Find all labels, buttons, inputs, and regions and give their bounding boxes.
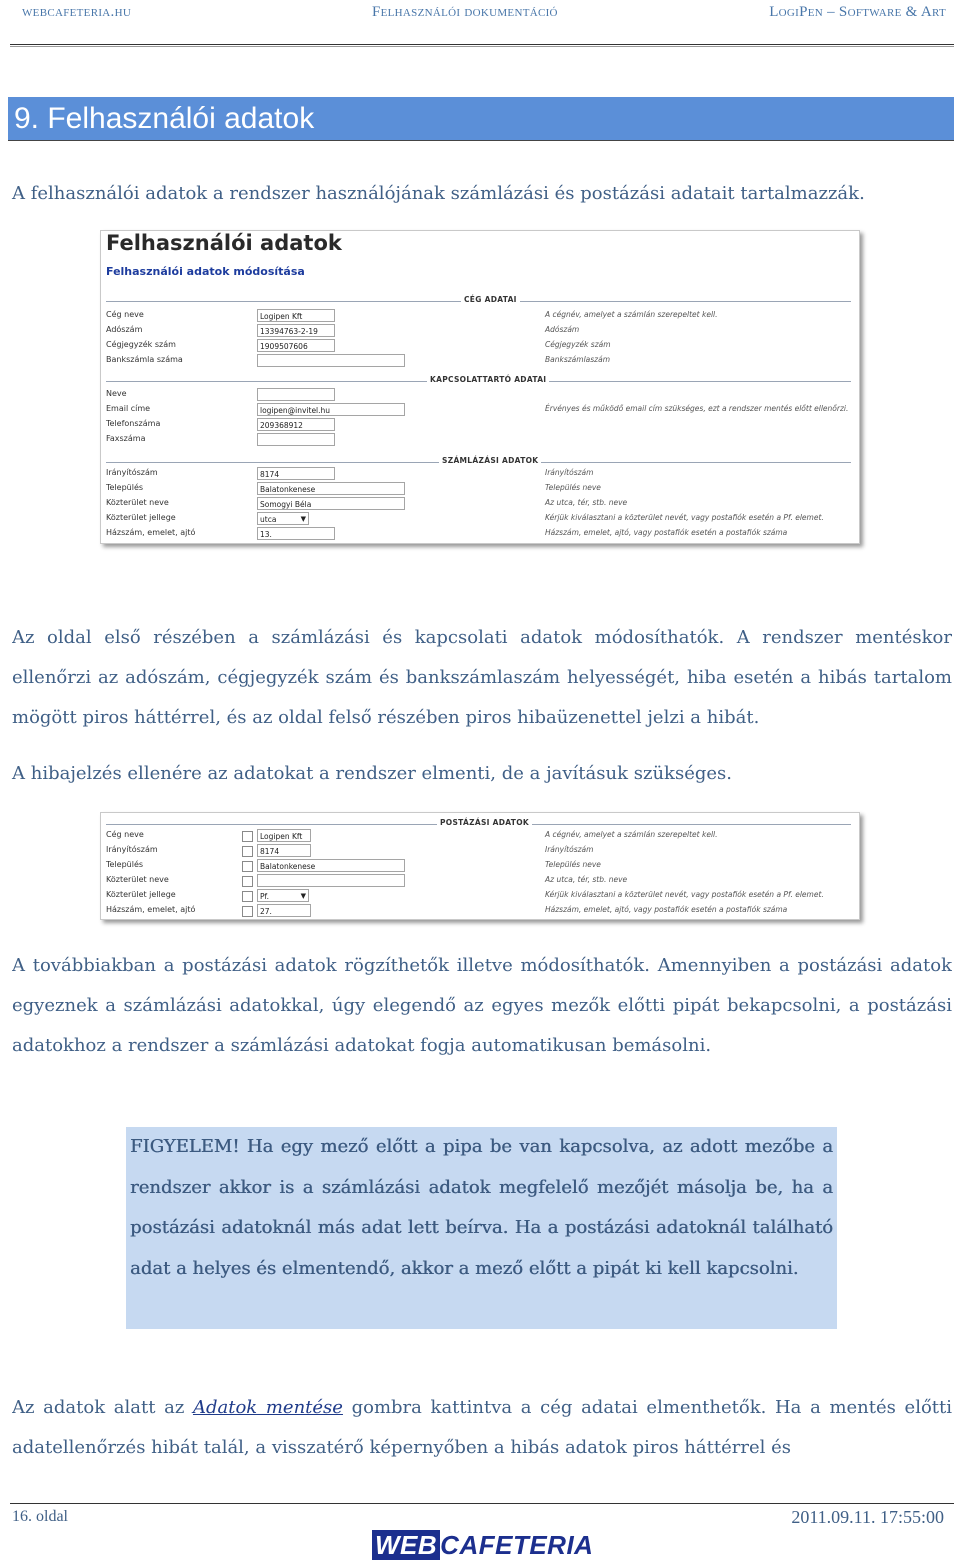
header-site: webcafeteria.hu: [22, 4, 132, 20]
field-hint: Kérjük kiválasztani a közterület nevét, vagy postafiók esetén a Pf. elemet.: [545, 890, 824, 899]
save-paragraph: [12, 1388, 952, 1470]
copy-checkbox[interactable]: [242, 846, 253, 857]
copy-checkbox[interactable]: [242, 891, 253, 902]
field-hint: Település neve: [545, 860, 601, 869]
copy-checkbox[interactable]: [242, 831, 253, 842]
copy-checkbox[interactable]: [242, 876, 253, 887]
field-input[interactable]: [257, 433, 335, 446]
field-input[interactable]: 13394763-2-19: [257, 324, 335, 337]
form-subtitle: Felhasználói adatok módosítása: [106, 265, 305, 278]
field-input[interactable]: [257, 388, 335, 401]
field-input[interactable]: [257, 354, 405, 367]
field-input[interactable]: Logipen Kft: [257, 309, 335, 322]
field-input[interactable]: logipen@invitel.hu: [257, 403, 405, 416]
header-doc-title: Felhasználói dokumentáció: [372, 4, 558, 20]
field-label: Irányítószám: [106, 845, 158, 854]
field-label: Email címe: [106, 404, 151, 413]
field-hint: Kérjük kiválasztani a közterület nevét, vagy postafiók esetén a Pf. elemet.: [545, 513, 824, 522]
section-header: SZÁMLÁZÁSI ADATOK: [439, 456, 541, 465]
save-text-before: Az adatok alatt az: [12, 1397, 193, 1418]
field-input[interactable]: Balatonkenese: [257, 482, 405, 495]
field-hint: Irányítószám: [545, 468, 594, 477]
field-label: Közterület jellege: [106, 513, 176, 522]
copy-checkbox[interactable]: [242, 861, 253, 872]
intro-paragraph: A felhasználói adatok a rendszer használójának számlázási és postázási adatait tartalmazzák.: [12, 183, 865, 204]
field-hint: Házszám, emelet, ajtó, vagy postafiók esetén a postafiók száma: [545, 905, 788, 914]
field-label: Telefonszáma: [106, 419, 161, 428]
field-label: Faxszáma: [106, 434, 146, 443]
field-label: Közterület neve: [106, 875, 169, 884]
page-header: [10, 4, 946, 26]
footer-date: 2011.09.11. 17:55:00: [791, 1507, 944, 1527]
warning-text: FIGYELEM! Ha egy mező előtt a pipa be van kapcsolva, az adott mezőbe a rendszer akkor is a számlázási adatok megfelelő mezőjét másolja be, ha a postázási adatoknál más adat lett beírva. Ha a postázási adatoknál található adat a helyes és elmentendő, akkor a mező előtt a pipát ki kell kapcsolni.: [130, 1136, 833, 1279]
webcafeteria-logo: [372, 1530, 593, 1561]
field-input[interactable]: Balatonkenese: [257, 859, 405, 872]
field-hint: A cégnév, amelyet a számlán szerepeltet kell.: [545, 310, 718, 319]
field-input[interactable]: [257, 874, 405, 887]
error-note-paragraph: A hibajelzés ellenére az adatokat a rendszer elmenti, de a javításuk szükséges.: [12, 763, 732, 784]
field-label: Házszám, emelet, ajtó: [106, 905, 196, 914]
save-text-after: gombra kattintva a cég adatai elmenthetők. Ha a mentés előtti adatellenőrzés hibát talál, a visszatérő képernyőben a hibás adatok piros háttérrel és: [12, 1397, 952, 1458]
section-header: POSTÁZÁSI ADATOK: [437, 818, 532, 827]
field-label: Adószám: [106, 325, 143, 334]
dropdown-arrow-icon: ▼: [300, 515, 306, 523]
field-input[interactable]: Pf. ▼: [257, 889, 309, 902]
field-input[interactable]: 8174: [257, 844, 311, 857]
postal-paragraph: A továbbiakban a postázási adatok rögzíthetők illetve módosíthatók. Amennyiben a postázási adatok egyeznek a számlázási adatokkal, úgy elegendő az egyes mezők előtti pipát bekapcsolni, a postázási adatokhoz a rendszer a számlázási adatokat fogja automatikusan bemásolni.: [12, 955, 952, 1056]
field-hint: Az utca, tér, stb. neve: [545, 875, 628, 884]
field-input[interactable]: Logipen Kft: [257, 829, 311, 842]
logo-web: WEB: [372, 1530, 440, 1560]
field-label: Közterület jellege: [106, 890, 176, 899]
field-hint: Bankszámlaszám: [545, 355, 611, 364]
field-hint: Adószám: [545, 325, 580, 334]
save-button-reference: Adatok mentése: [192, 1397, 343, 1418]
screenshot-postal-data-form: [100, 812, 860, 920]
field-input[interactable]: Somogyi Béla: [257, 497, 405, 510]
screenshot-user-data-form: [100, 230, 860, 544]
field-label: Irányítószám: [106, 468, 158, 477]
field-hint: Házszám, emelet, ajtó, vagy postafiók esetén a postafiók száma: [545, 528, 788, 537]
field-label: Házszám, emelet, ajtó: [106, 528, 196, 537]
field-hint: A cégnév, amelyet a számlán szerepeltet kell.: [545, 830, 718, 839]
field-input[interactable]: utca ▼: [257, 512, 309, 525]
field-hint: Érvényes és működő email cím szükséges, ezt a rendszer mentés előtt ellenőrzi.: [545, 404, 849, 413]
field-label: Cég neve: [106, 310, 144, 319]
field-label: Település: [106, 860, 144, 869]
field-input[interactable]: 209368912: [257, 418, 335, 431]
field-hint: Cégjegyzék szám: [545, 340, 611, 349]
section-heading: 9. Felhasználói adatok: [8, 97, 954, 141]
field-input[interactable]: 1909507606: [257, 339, 335, 352]
field-hint: Település neve: [545, 483, 601, 492]
footer-divider: [10, 1503, 954, 1504]
header-divider-thin: [10, 46, 954, 47]
validation-paragraph: Az oldal első részében a számlázási és kapcsolati adatok módosíthatók. A rendszer mentéskor ellenőrzi az adószám, cégjegyzék szám és bankszámlaszám helyességét, hiba esetén a hibás tartalom mögött piros háttérrel, és az oldal felső részében piros hibaüzenettel jelzi a hibát.: [12, 627, 952, 728]
section-header: CÉG ADATAI: [461, 295, 520, 304]
header-divider: [10, 44, 954, 45]
field-input[interactable]: 13.: [257, 527, 335, 540]
warning-note: [126, 1127, 837, 1329]
header-company: LogiPen – Software & Art: [769, 4, 946, 20]
field-hint: Irányítószám: [545, 845, 594, 854]
form-title: Felhasználói adatok: [106, 231, 342, 255]
field-label: Cégjegyzék szám: [106, 340, 176, 349]
dropdown-arrow-icon: ▼: [300, 892, 306, 900]
logo-cafeteria: CAFETERIA: [440, 1530, 594, 1560]
section-header: KAPCSOLATTARTÓ ADATAI: [427, 375, 549, 384]
field-label: Település: [106, 483, 144, 492]
field-label: Bankszámla száma: [106, 355, 183, 364]
field-input[interactable]: 27.: [257, 904, 311, 917]
field-label: Neve: [106, 389, 127, 398]
field-label: Közterület neve: [106, 498, 169, 507]
field-label: Cég neve: [106, 830, 144, 839]
field-hint: Az utca, tér, stb. neve: [545, 498, 628, 507]
copy-checkbox[interactable]: [242, 906, 253, 917]
page-number: 16. oldal: [12, 1508, 68, 1525]
field-input[interactable]: 8174: [257, 467, 335, 480]
